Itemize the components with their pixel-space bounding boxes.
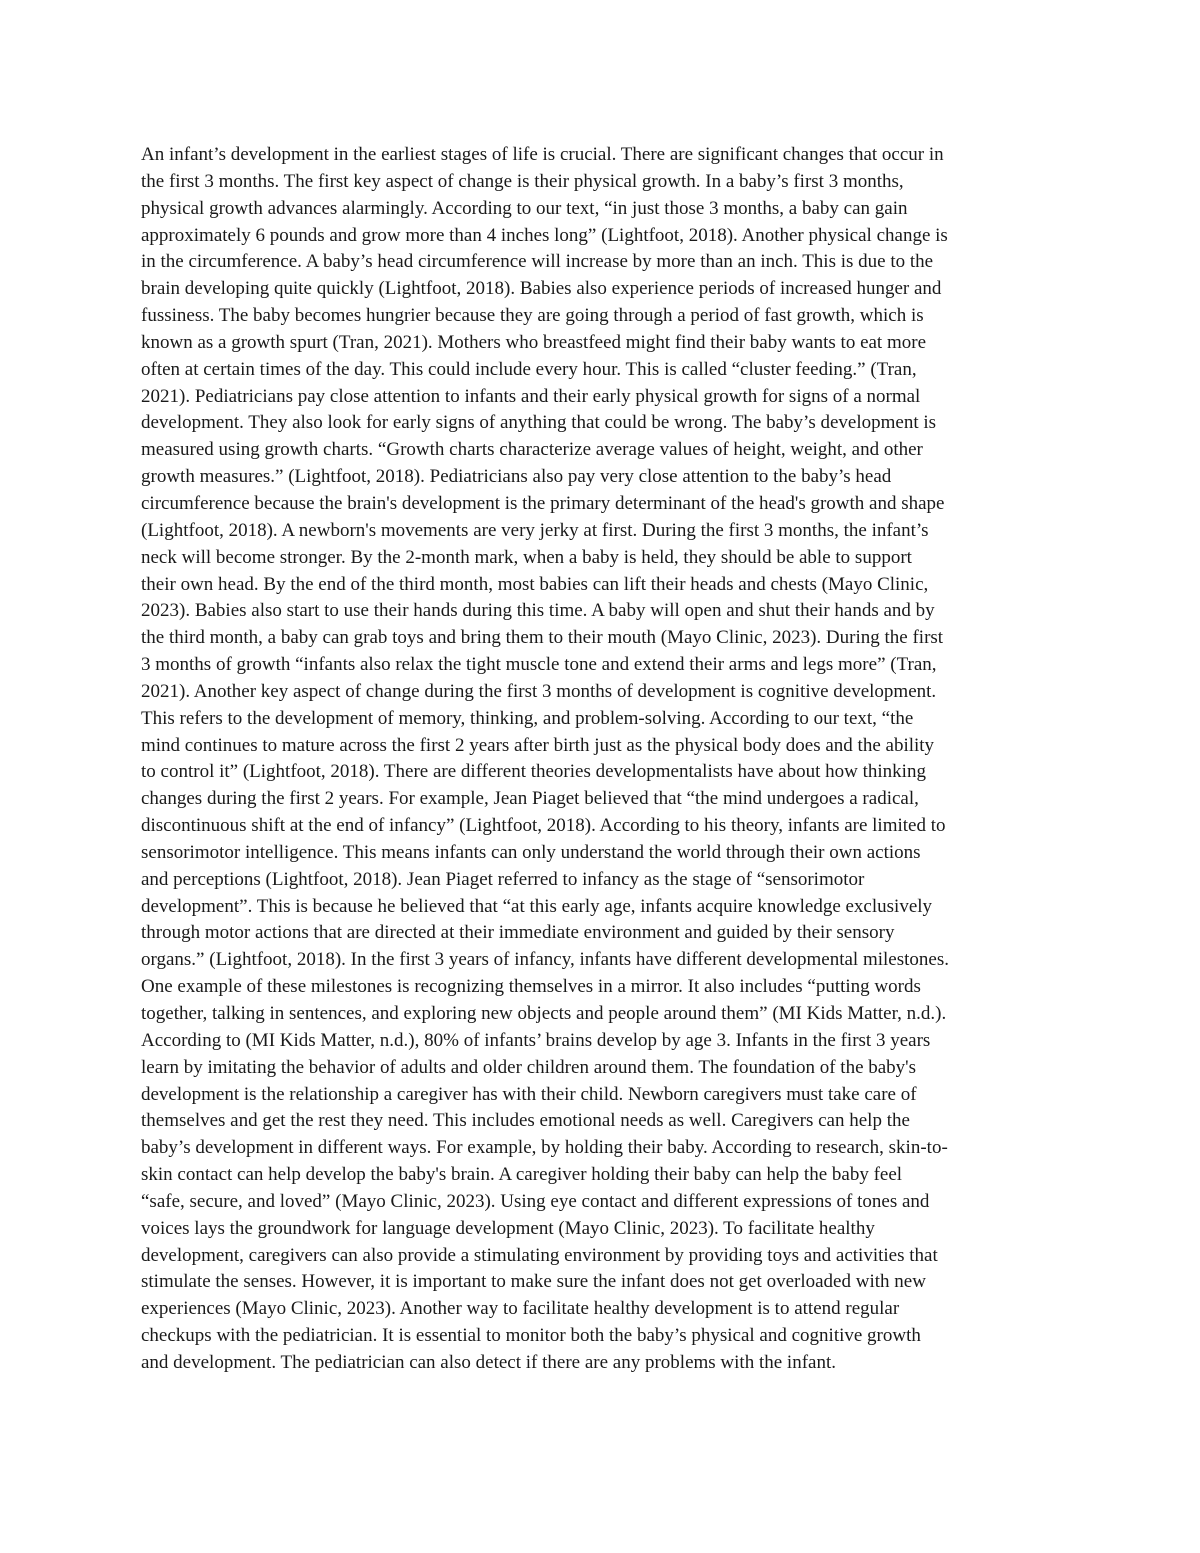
paragraph-line: “safe, secure, and loved” (Mayo Clinic, 2023). Using eye contact and different expressions of tones and xyxy=(141,1190,930,1212)
paragraph-line: neck will become stronger. By the 2-month mark, when a baby is held, they should be able to support xyxy=(141,546,912,568)
paragraph-line: development”. This is because he believed that “at this early age, infants acquire knowledge exclusively xyxy=(141,895,933,917)
paragraph-line: skin contact can help develop the baby's brain. A caregiver holding their baby can help the baby feel xyxy=(141,1164,903,1186)
paragraph-line: often at certain times of the day. This could include every hour. This is called “cluster feeding.” (Tran, xyxy=(141,358,917,380)
paragraph-line: 2021). Another key aspect of change during the first 3 months of development is cognitive development. xyxy=(141,680,937,702)
paragraph-line: stimulate the senses. However, it is important to make sure the infant does not get overloaded with new xyxy=(141,1271,926,1293)
paragraph-line: development, caregivers can also provide a stimulating environment by providing toys and activities that xyxy=(141,1244,938,1266)
paragraph-line: brain developing quite quickly (Lightfoot, 2018). Babies also experience periods of increased hunger and xyxy=(141,278,942,300)
paragraph-line: together, talking in sentences, and exploring new objects and people around them” (MI Kids Matter, n.d.). xyxy=(141,1003,947,1024)
paragraph-line: discontinuous shift at the end of infancy” (Lightfoot, 2018). According to his theory, infants are limited to xyxy=(141,815,946,837)
paragraph-line: their own head. By the end of the third month, most babies can lift their heads and chests (Mayo Clinic, xyxy=(141,573,929,595)
paragraph-line: checkups with the pediatrician. It is essential to monitor both the baby’s physical and cognitive growth xyxy=(141,1325,921,1347)
paragraph-line: through motor actions that are directed at their immediate environment and guided by their sensory xyxy=(141,922,895,944)
paragraph-line: (Lightfoot, 2018). A newborn's movements are very jerky at first. During the first 3 months, the infant’s xyxy=(141,519,929,541)
paragraph-line: According to (MI Kids Matter, n.d.), 80% of infants’ brains develop by age 3. Infants in the first 3 years xyxy=(141,1029,931,1051)
paragraph-line: An infant’s development in the earliest stages of life is crucial. There are significant changes that occur in xyxy=(141,144,944,165)
paragraph-line: sensorimotor intelligence. This means infants can only understand the world through their own actions xyxy=(141,841,921,863)
paragraph-line: One example of these milestones is recognizing themselves in a mirror. It also includes “putting words xyxy=(141,976,921,998)
paragraph-line: and development. The pediatrician can also detect if there are any problems with the infant. xyxy=(141,1351,836,1373)
paragraph-line: the third month, a baby can grab toys and bring them to their mouth (Mayo Clinic, 2023). During the first xyxy=(141,627,944,649)
body-paragraph xyxy=(141,142,1071,1377)
paragraph-line: physical growth advances alarmingly. According to our text, “in just those 3 months, a baby can gain xyxy=(141,197,908,219)
paragraph-line: and perceptions (Lightfoot, 2018). Jean Piaget referred to infancy as the stage of “sensorimotor xyxy=(141,868,865,890)
paragraph-line: growth measures.” (Lightfoot, 2018). Pediatricians also pay very close attention to the baby’s head xyxy=(141,466,892,488)
paragraph-line: baby’s development in different ways. For example, by holding their baby. According to research, skin-to- xyxy=(141,1137,948,1159)
paragraph-line: learn by imitating the behavior of adults and older children around them. The foundation of the baby's xyxy=(141,1056,917,1078)
paragraph-line: in the circumference. A baby’s head circumference will increase by more than an inch. This is due to the xyxy=(141,251,934,273)
paragraph-line: 3 months of growth “infants also relax the tight muscle tone and extend their arms and legs more” (Tran, xyxy=(141,654,937,676)
paragraph-line: fussiness. The baby becomes hungrier because they are going through a period of fast growth, which is xyxy=(141,305,924,327)
paragraph-line: organs.” (Lightfoot, 2018). In the first 3 years of infancy, infants have different developmental milestones. xyxy=(141,949,949,971)
paragraph-line: development. They also look for early signs of anything that could be wrong. The baby’s development is xyxy=(141,412,937,434)
paragraph-line: 2021). Pediatricians pay close attention to infants and their early physical growth for signs of a normal xyxy=(141,385,921,407)
paragraph-line: This refers to the development of memory, thinking, and problem-solving. According to our text, “the xyxy=(141,707,914,729)
paragraph-line: changes during the first 2 years. For example, Jean Piaget believed that “the mind undergoes a radical, xyxy=(141,788,919,810)
paragraph-line: known as a growth spurt (Tran, 2021). Mothers who breastfeed might find their baby wants to eat more xyxy=(141,331,927,353)
paragraph-line: themselves and get the rest they need. This includes emotional needs as well. Caregivers can help the xyxy=(141,1110,910,1132)
paragraph-line: circumference because the brain's development is the primary determinant of the head's growth and shape xyxy=(141,492,945,514)
paragraph-line: development is the relationship a caregiver has with their child. Newborn caregivers must take care of xyxy=(141,1083,917,1105)
paragraph-line: 2023). Babies also start to use their hands during this time. A baby will open and shut their hands and by xyxy=(141,600,935,622)
paragraph-line: approximately 6 pounds and grow more than 4 inches long” (Lightfoot, 2018). Another physical change is xyxy=(141,224,948,246)
paragraph-line: the first 3 months. The first key aspect of change is their physical growth. In a baby’s first 3 months, xyxy=(141,170,904,192)
paragraph-line: mind continues to mature across the first 2 years after birth just as the physical body does and the ability xyxy=(141,734,935,756)
paragraph-line: experiences (Mayo Clinic, 2023). Another way to facilitate healthy development is to attend regular xyxy=(141,1298,900,1320)
paragraph-line: measured using growth charts. “Growth charts characterize average values of height, weight, and other xyxy=(141,439,923,461)
paragraph-line: voices lays the groundwork for language development (Mayo Clinic, 2023). To facilitate healthy xyxy=(141,1217,875,1239)
paragraph-line: to control it” (Lightfoot, 2018). There are different theories developmentalists have about how thinking xyxy=(141,761,926,783)
